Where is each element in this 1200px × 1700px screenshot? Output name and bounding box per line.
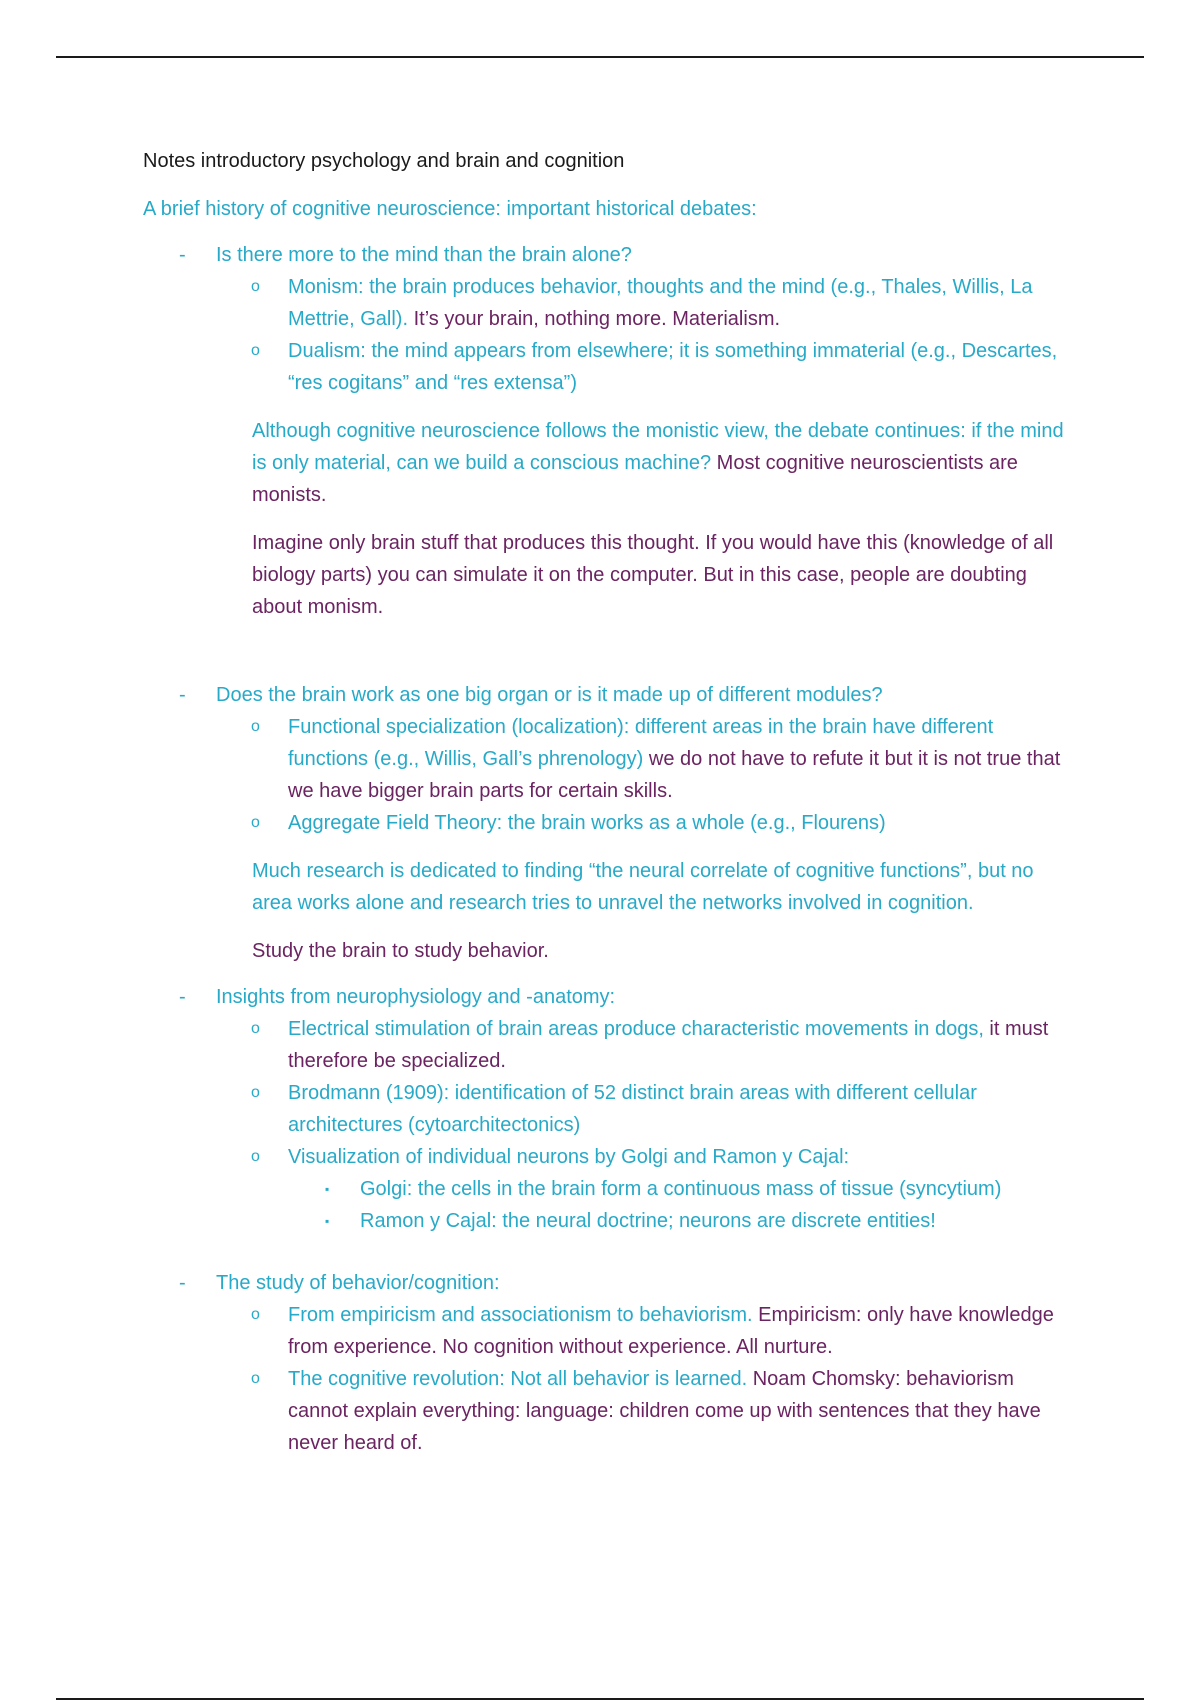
circle-bullet: o (251, 814, 260, 831)
debate-question-neurophysiology: - Insights from neurophysiology and -anatomy: (143, 981, 1073, 1013)
circle-bullet: o (251, 1148, 260, 1165)
document-title: Notes introductory psychology and brain and cognition (143, 150, 625, 172)
debate-question-mind-brain: - Is there more to the mind than the brain alone? (143, 239, 1073, 271)
list-item-brodmann: o Brodmann (1909): identification of 52 distinct brain areas with different cellular architectures (cytoarchitectonics) (143, 1077, 1073, 1141)
list-item-empiricism: o From empiricism and associationism to behaviorism. Empiricism: only have knowledge from experience. No cognition without experience. All nurture. (143, 1299, 1073, 1363)
top-rule (56, 56, 1144, 58)
list-item-aggregate-field: o Aggregate Field Theory: the brain works as a whole (e.g., Flourens) (143, 807, 1073, 839)
dash-bullet: - (179, 986, 186, 1008)
dash-bullet: - (179, 244, 186, 266)
list-item-electrical-stimulation: o Electrical stimulation of brain areas produce characteristic movements in dogs, it must therefore be specialized. (143, 1013, 1073, 1077)
circle-bullet: o (251, 278, 260, 295)
dash-bullet: - (179, 1272, 186, 1294)
paragraph-neural-correlate: Much research is dedicated to finding “the neural correlate of cognitive functions”, but no area works alone and research tries to unravel the networks involved in cognition. (252, 860, 1034, 914)
square-bullet: ▪ (325, 1182, 330, 1196)
circle-bullet: o (251, 1370, 260, 1387)
list-item-dualism: o Dualism: the mind appears from elsewhere; it is something immaterial (e.g., Descartes, “res cogitans” and “res extensa”) (143, 335, 1073, 399)
circle-bullet: o (251, 1084, 260, 1101)
list-item-functional-specialization: o Functional specialization (localization): different areas in the brain have different functions (e.g., Willis, Gall’s phrenology) we do not have to refute it but it is not true that we have bigger brain parts for certain skills. (143, 711, 1073, 807)
circle-bullet: o (251, 1020, 260, 1037)
list-item-ramon-y-cajal: ▪ Ramon y Cajal: the neural doctrine; neurons are discrete entities! (143, 1205, 1073, 1237)
paragraph-study-brain: Study the brain to study behavior. (252, 940, 549, 962)
document-body (143, 145, 1073, 1459)
list-item-golgi: ▪ Golgi: the cells in the brain form a continuous mass of tissue (syncytium) (143, 1173, 1073, 1205)
list-item-visualization: o Visualization of individual neurons by Golgi and Ramon y Cajal: (143, 1141, 1073, 1173)
section-heading: A brief history of cognitive neuroscience: important historical debates: (143, 198, 757, 220)
circle-bullet: o (251, 718, 260, 735)
dash-bullet: - (179, 684, 186, 706)
paragraph-brain-stuff: Imagine only brain stuff that produces this thought. If you would have this (knowledge of all biology parts) you can simulate it on the computer. But in this case, people are doubting about monism. (252, 532, 1054, 618)
debate-question-modules: - Does the brain work as one big organ or is it made up of different modules? (143, 679, 1073, 711)
paragraph-monistic-view: Although cognitive neuroscience follows the monistic view, the debate continues: if the mind is only material, can we build a conscious machine? Most cognitive neuroscientists are monists. (252, 420, 1064, 506)
circle-bullet: o (251, 342, 260, 359)
list-item-cognitive-revolution: o The cognitive revolution: Not all behavior is learned. Noam Chomsky: behaviorism cannot explain everything: language: children come up with sentences that they have never heard of. (143, 1363, 1073, 1459)
list-item-monism: o Monism: the brain produces behavior, thoughts and the mind (e.g., Thales, Willis, La Mettrie, Gall). It’s your brain, nothing more. Materialism. (143, 271, 1073, 335)
square-bullet: ▪ (325, 1214, 330, 1228)
debate-question-behavior: - The study of behavior/cognition: (143, 1267, 1073, 1299)
circle-bullet: o (251, 1306, 260, 1323)
